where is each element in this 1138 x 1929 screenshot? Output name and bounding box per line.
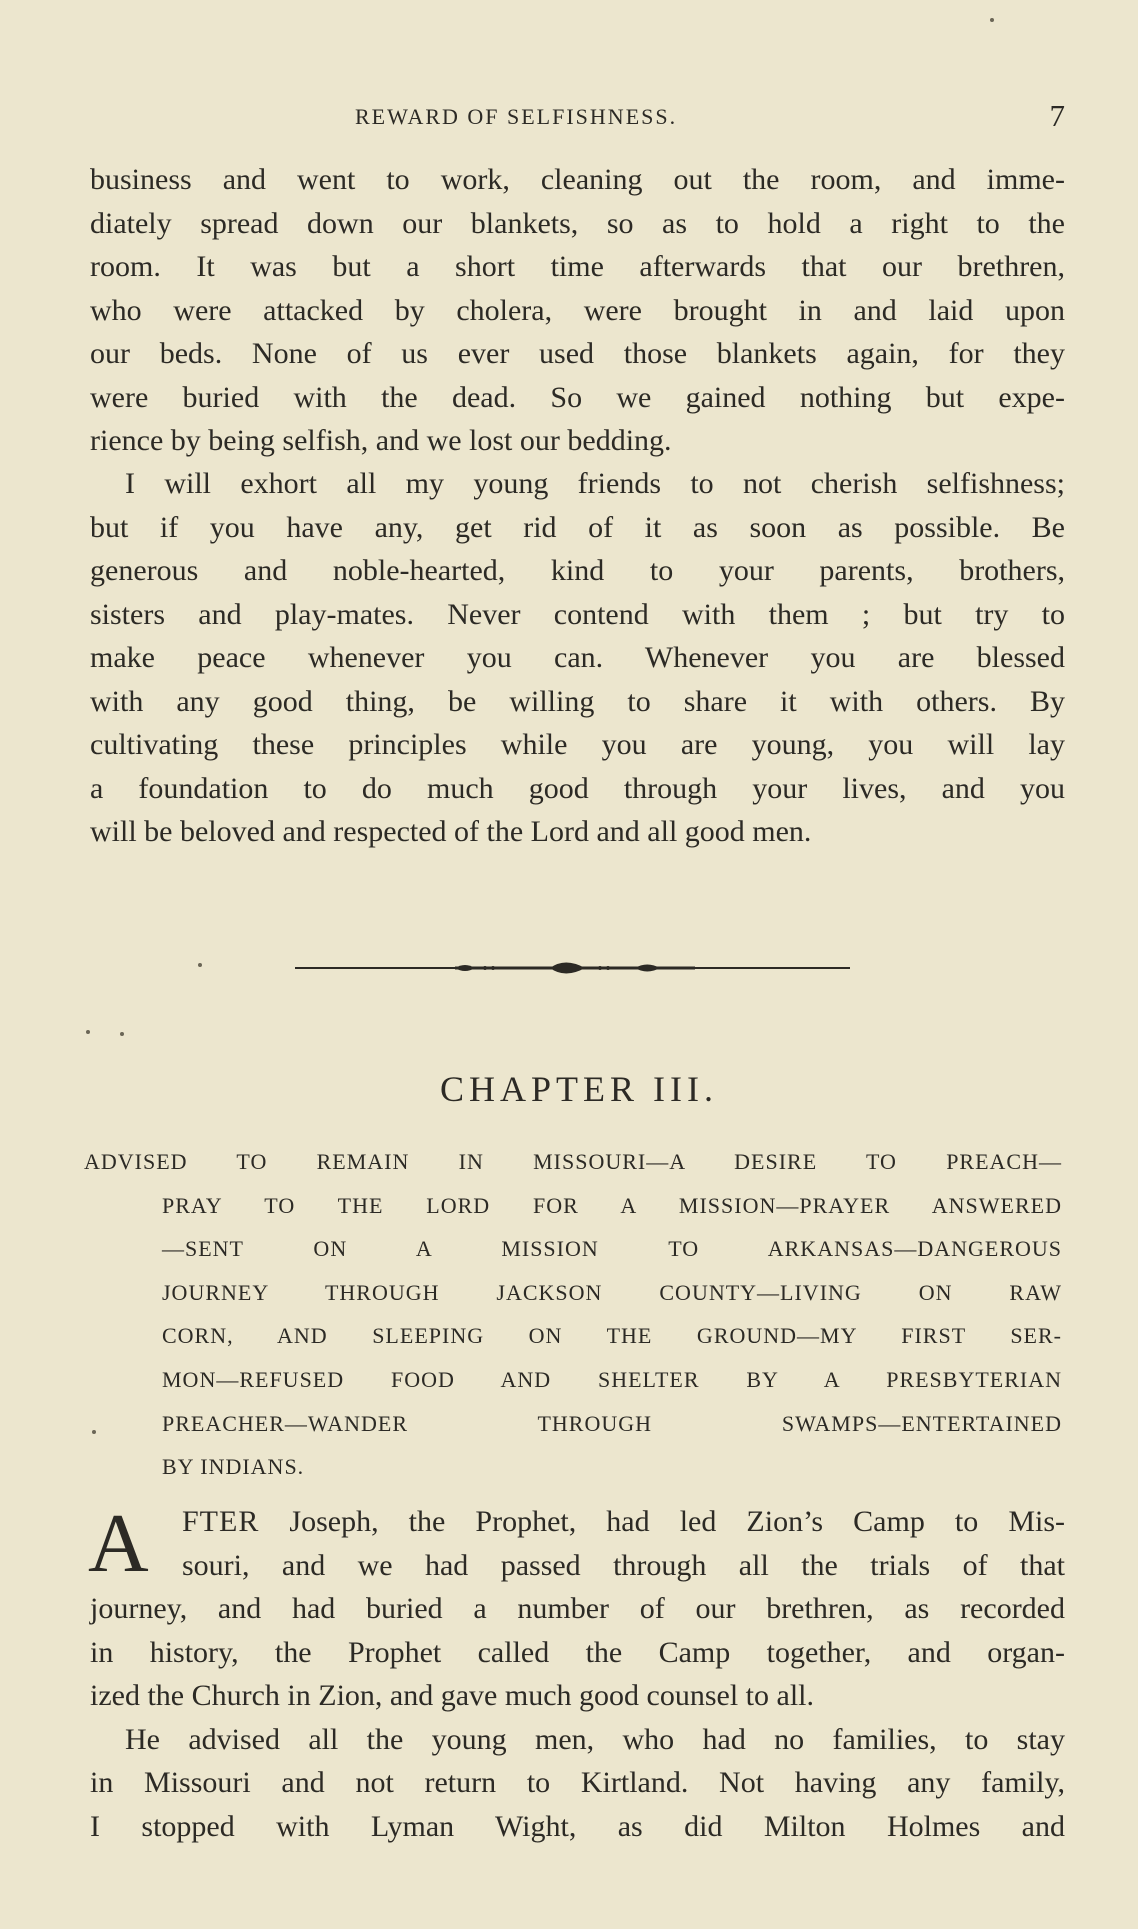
- text-line: sisters and play-mates. Never contend with them ; but try to: [90, 597, 1065, 631]
- first-line-text: Joseph, the Prophet, had led Zion’s Camp to Mis-: [259, 1505, 1065, 1538]
- print-speck: [86, 1030, 90, 1034]
- summary-line: ADVISED TO REMAIN IN MISSOURI—A DESIRE TO PREACH—: [84, 1149, 1062, 1174]
- print-speck: [120, 1032, 124, 1036]
- paragraph-exhortation: [90, 462, 1065, 854]
- text-line: make peace whenever you can. Whenever you are blessed: [90, 641, 1065, 674]
- text-line: our beds. None of us ever used those blankets again, for they: [90, 337, 1065, 370]
- drop-cap: A: [88, 1497, 149, 1590]
- print-speck: [92, 1430, 96, 1434]
- summary-line: —SENT ON A MISSION TO ARKANSAS—DANGEROUS: [162, 1236, 1062, 1262]
- text-line: ized the Church in Zion, and gave much good counsel to all.: [90, 1679, 814, 1712]
- running-title: REWARD OF SELFISHNESS.: [355, 104, 678, 129]
- text-line: journey, and had buried a number of our brethren, as recorded: [90, 1592, 1065, 1625]
- print-speck: [198, 963, 202, 967]
- section-divider-ornament: [295, 954, 850, 982]
- text-line: I stopped with Lyman Wight, as did Milton Holmes and: [90, 1809, 1065, 1843]
- text-line: generous and noble-hearted, kind to your parents, brothers,: [90, 554, 1065, 587]
- text-line: in history, the Prophet called the Camp together, and organ-: [90, 1635, 1065, 1669]
- summary-line: CORN, AND SLEEPING ON THE GROUND—MY FIRST SER-: [162, 1323, 1062, 1349]
- text-line: with any good thing, be willing to share it with others. By: [90, 684, 1065, 718]
- summary-line: JOURNEY THROUGH JACKSON COUNTY—LIVING ON RAW: [162, 1279, 1062, 1305]
- text-line: will be beloved and respected of the Lord and all good men.: [90, 815, 812, 848]
- summary-line: PREACHER—WANDER THROUGH SWAMPS—ENTERTAINED: [162, 1410, 1062, 1436]
- text-line: business and went to work, cleaning out the room, and imme-: [90, 163, 1065, 196]
- summary-line: PRAY TO THE LORD FOR A MISSION—PRAYER ANSWERED: [162, 1192, 1062, 1218]
- text-line: He advised all the young men, who had no families, to stay: [125, 1722, 1065, 1756]
- text-line: [90, 1500, 1065, 1544]
- text-line: but if you have any, get rid of it as soon as possible. Be: [90, 510, 1065, 544]
- first-word-small-caps: FTER: [182, 1505, 260, 1538]
- text-line: a foundation to do much good through your lives, and you: [90, 771, 1065, 805]
- running-head: [90, 98, 1065, 138]
- page-number: 7: [1049, 98, 1065, 133]
- chapter-opening-paragraph: [88, 1497, 1065, 1848]
- text-line: were buried with the dead. So we gained nothing but expe-: [90, 380, 1065, 414]
- text-line: room. It was but a short time afterwards that our brethren,: [90, 250, 1065, 283]
- paragraph-selfishness-story: [90, 158, 1065, 463]
- text-line: diately spread down our blankets, so as to hold a right to the: [90, 206, 1065, 240]
- text-line: I will exhort all my young friends to not cherish selfishness;: [125, 467, 1065, 500]
- text-line: rience by being selfish, and we lost our bedding.: [90, 424, 672, 457]
- text-line: in Missouri and not return to Kirtland. Not having any family,: [90, 1766, 1065, 1799]
- text-line: cultivating these principles while you are young, you will lay: [90, 728, 1065, 761]
- summary-line: MON—REFUSED FOOD AND SHELTER BY A PRESBYTERIAN: [162, 1366, 1062, 1392]
- text-line: who were attacked by cholera, were brought in and laid upon: [90, 293, 1065, 327]
- chapter-summary: [84, 1140, 1062, 1489]
- text-line: souri, and we had passed through all the trials of that: [182, 1548, 1065, 1582]
- chapter-title: CHAPTER III.: [440, 1069, 718, 1109]
- print-speck: [990, 18, 994, 22]
- summary-line: BY INDIANS.: [162, 1454, 305, 1480]
